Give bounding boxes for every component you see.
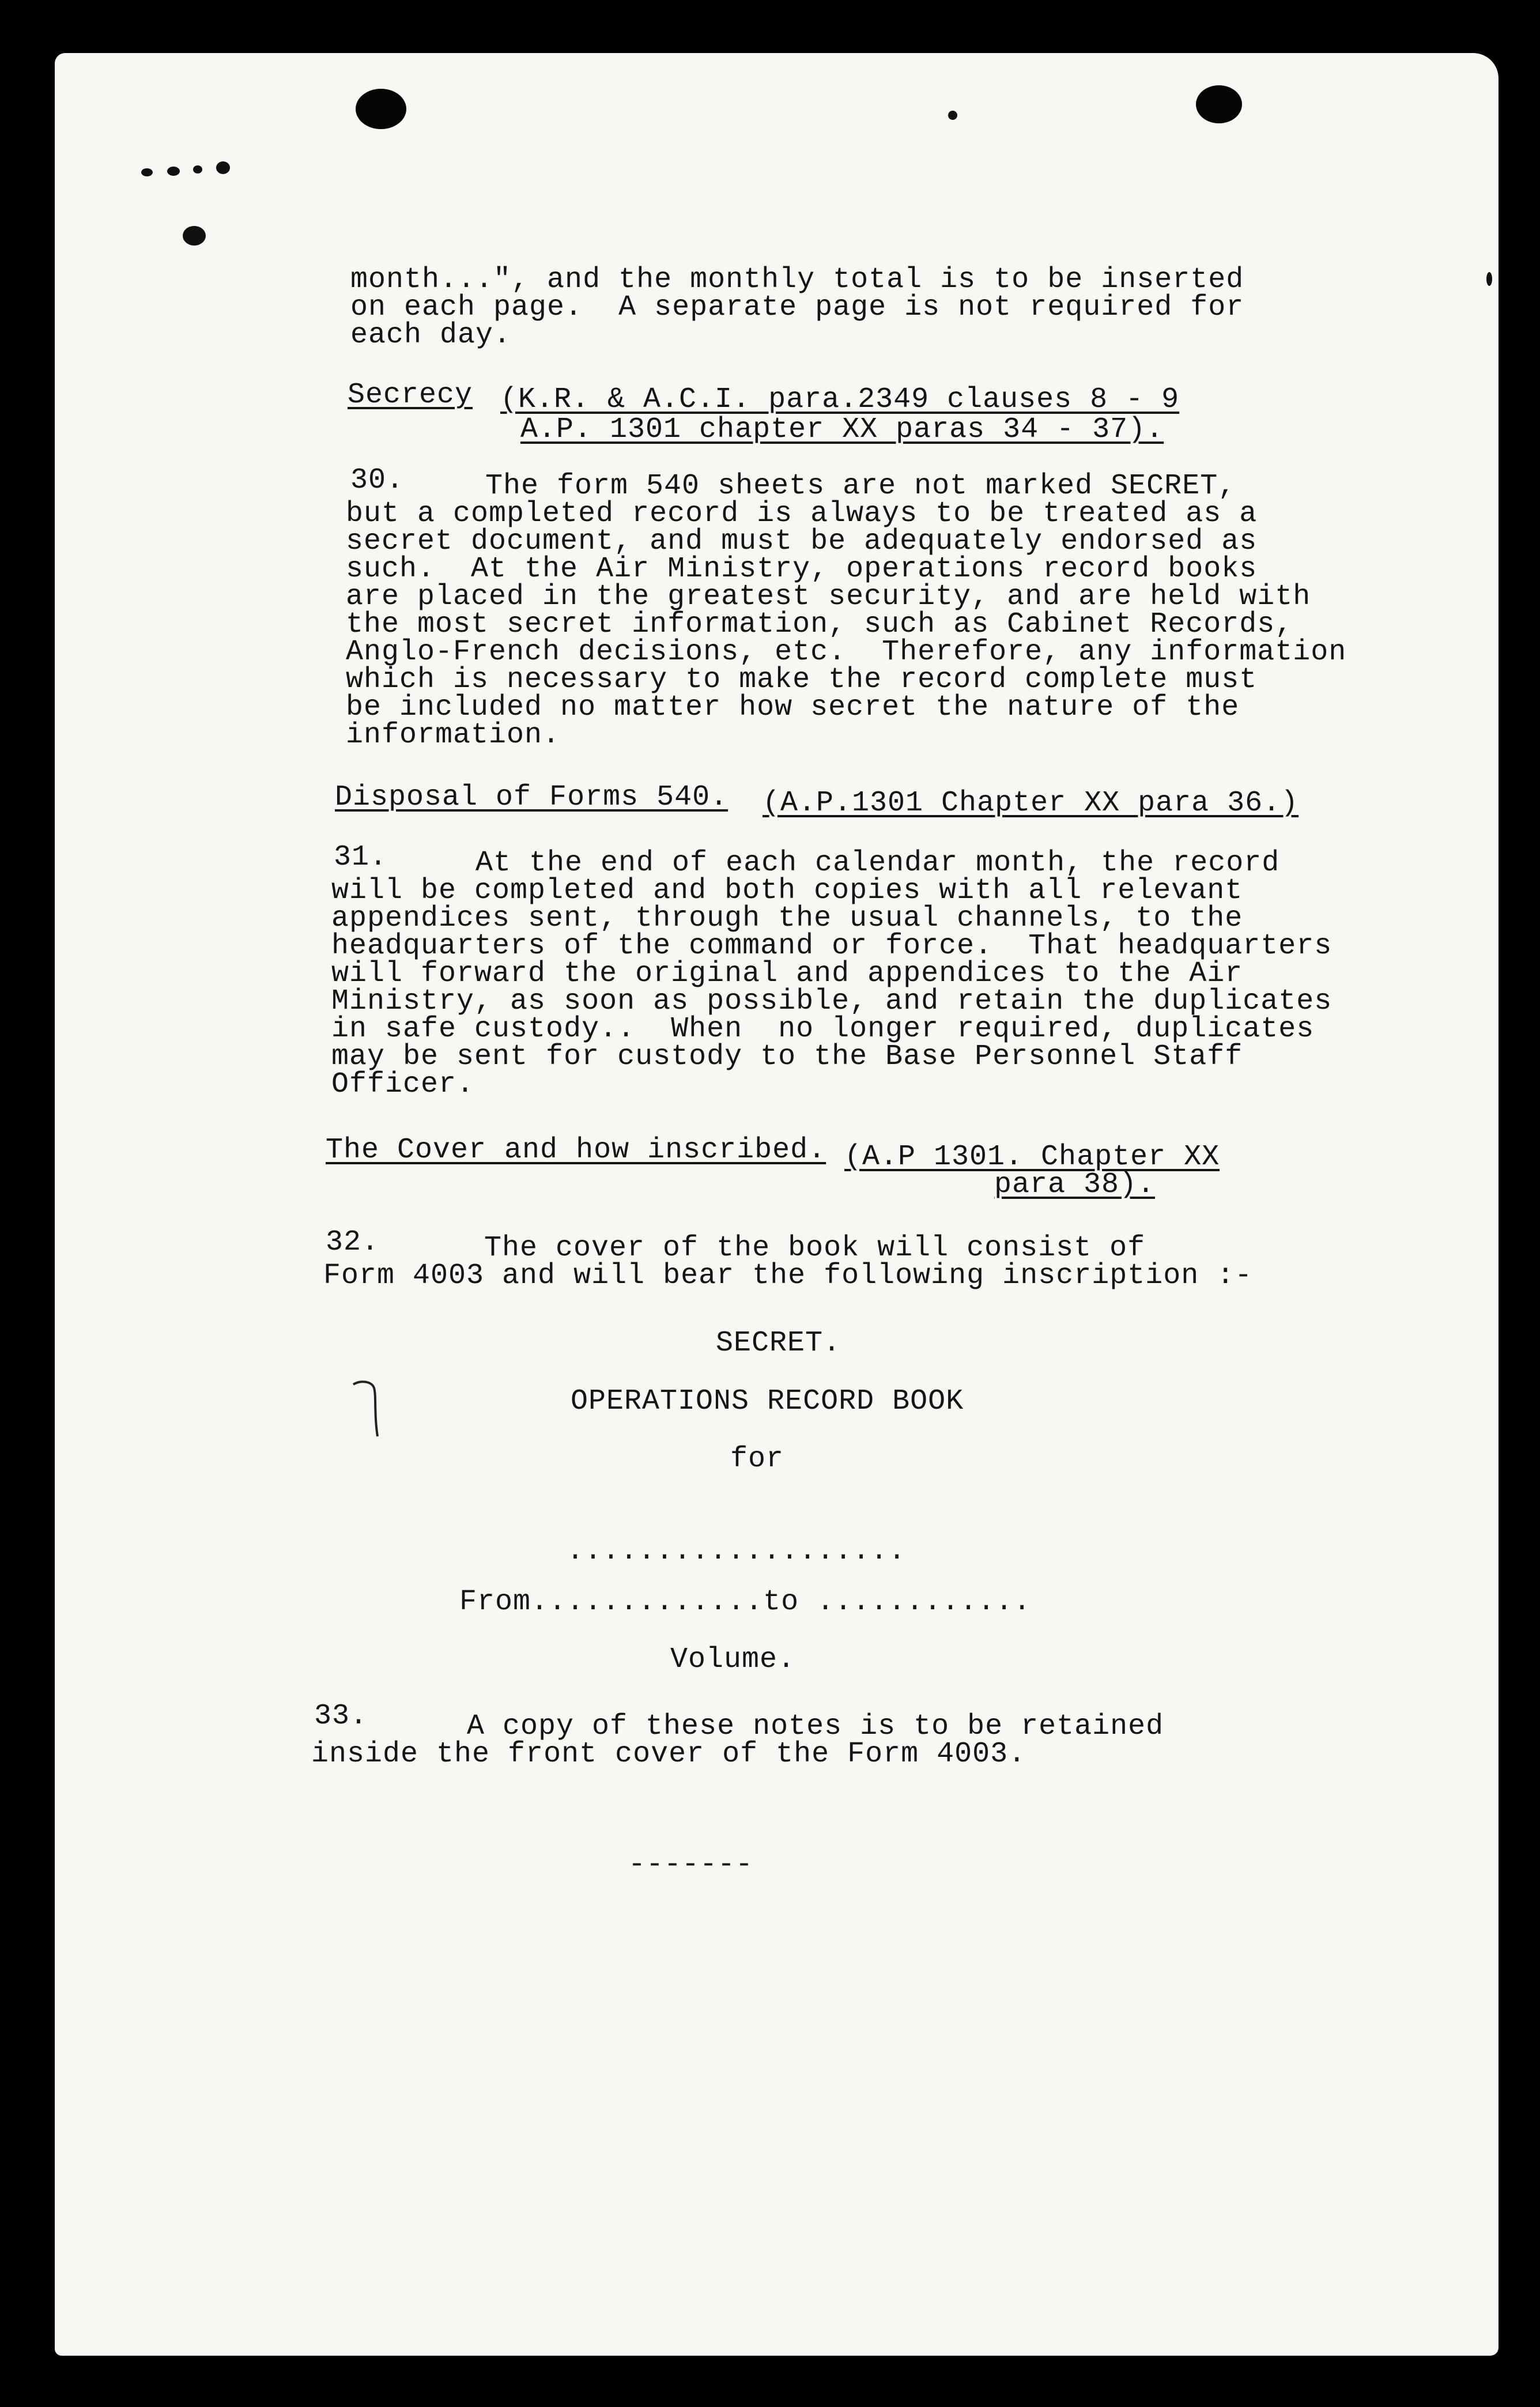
document-page bbox=[55, 53, 1499, 2356]
inscription-title: OPERATIONS RECORD BOOK bbox=[571, 1385, 964, 1418]
paragraph-30-line: but a completed record is always to be treated as a bbox=[346, 497, 1258, 530]
paragraph-30-line: the most secret information, such as Cabinet Records, bbox=[346, 608, 1293, 641]
ink-speck bbox=[216, 161, 230, 174]
cover-heading: The Cover and how inscribed. bbox=[326, 1134, 826, 1167]
inscription-dots: ................... bbox=[567, 1535, 907, 1568]
secrecy-reference-line-2: A.P. 1301 chapter XX paras 34 - 37). bbox=[520, 413, 1164, 446]
paragraph-32-line: Form 4003 and will bear the following inscription :- bbox=[323, 1259, 1253, 1292]
ink-speck bbox=[183, 226, 206, 246]
paragraph-31-line: may be sent for custody to the Base Personnel Staff bbox=[331, 1040, 1243, 1073]
paragraph-31-line: will forward the original and appendices to the Air bbox=[331, 957, 1243, 990]
paragraph-30-line: be included no matter how secret the nature of the bbox=[346, 691, 1240, 724]
intro-line: each day. bbox=[350, 319, 512, 352]
punch-hole-left bbox=[356, 89, 406, 129]
paragraph-33-line: A copy of these notes is to be retained bbox=[467, 1710, 1164, 1743]
paragraph-31-line: will be completed and both copies with all relevant bbox=[331, 874, 1243, 907]
inscription-from-to: From.............to ............ bbox=[459, 1586, 1032, 1618]
paragraph-30-line: are placed in the greatest security, and are held with bbox=[346, 580, 1311, 613]
paragraph-31-line: headquarters of the command or force. That headquarters bbox=[331, 930, 1333, 963]
punch-hole-right bbox=[1196, 85, 1242, 123]
disposal-reference: (A.P.1301 Chapter XX para 36.) bbox=[763, 787, 1299, 820]
ink-speck bbox=[141, 168, 153, 176]
paragraph-number: 30. bbox=[350, 464, 405, 497]
secrecy-reference-line-1: (K.R. & A.C.I. para.2349 clauses 8 - 9 bbox=[500, 383, 1180, 416]
paragraph-31-line: Officer. bbox=[331, 1068, 475, 1101]
paragraph-number: 33. bbox=[314, 1700, 368, 1733]
inscription-volume: Volume. bbox=[670, 1643, 796, 1676]
secrecy-heading: Secrecy bbox=[348, 379, 473, 412]
intro-line: month...", and the monthly total is to be inserted bbox=[350, 263, 1244, 296]
paragraph-30-line: The form 540 sheets are not marked SECRET, bbox=[485, 470, 1236, 503]
ink-speck bbox=[1486, 272, 1492, 286]
disposal-heading: Disposal of Forms 540. bbox=[335, 781, 729, 814]
paragraph-number: 32. bbox=[326, 1226, 380, 1259]
paragraph-number: 31. bbox=[334, 841, 388, 874]
cover-reference-line-2: para 38). bbox=[994, 1168, 1156, 1201]
intro-line: on each page. A separate page is not required for bbox=[350, 291, 1244, 324]
paragraph-30-line: information. bbox=[346, 719, 561, 752]
inscription-secret: SECRET. bbox=[716, 1327, 841, 1360]
paragraph-30-line: such. At the Air Ministry, operations record books bbox=[346, 553, 1258, 586]
pencil-mark bbox=[349, 1379, 383, 1442]
end-rule: ------- bbox=[628, 1848, 754, 1881]
inscription-for: for bbox=[730, 1443, 784, 1476]
paragraph-31-line: At the end of each calendar month, the record bbox=[475, 847, 1280, 880]
paragraph-30-line: secret document, and must be adequately endorsed as bbox=[346, 525, 1258, 558]
paragraph-31-line: in safe custody.. When no longer required, duplicates bbox=[331, 1013, 1315, 1046]
paragraph-30-line: Anglo-French decisions, etc. Therefore, any information bbox=[346, 636, 1347, 669]
ink-speck bbox=[948, 111, 957, 120]
paragraph-32-line: The cover of the book will consist of bbox=[484, 1232, 1146, 1265]
ink-speck bbox=[167, 167, 180, 176]
paragraph-30-line: which is necessary to make the record complete must bbox=[346, 663, 1258, 696]
cover-reference-line-1: (A.P 1301. Chapter XX bbox=[844, 1141, 1220, 1174]
ink-speck bbox=[193, 165, 202, 173]
paragraph-31-line: Ministry, as soon as possible, and retain the duplicates bbox=[331, 985, 1333, 1018]
paragraph-33-line: inside the front cover of the Form 4003. bbox=[311, 1738, 1026, 1771]
paragraph-31-line: appendices sent, through the usual channels, to the bbox=[331, 902, 1243, 935]
